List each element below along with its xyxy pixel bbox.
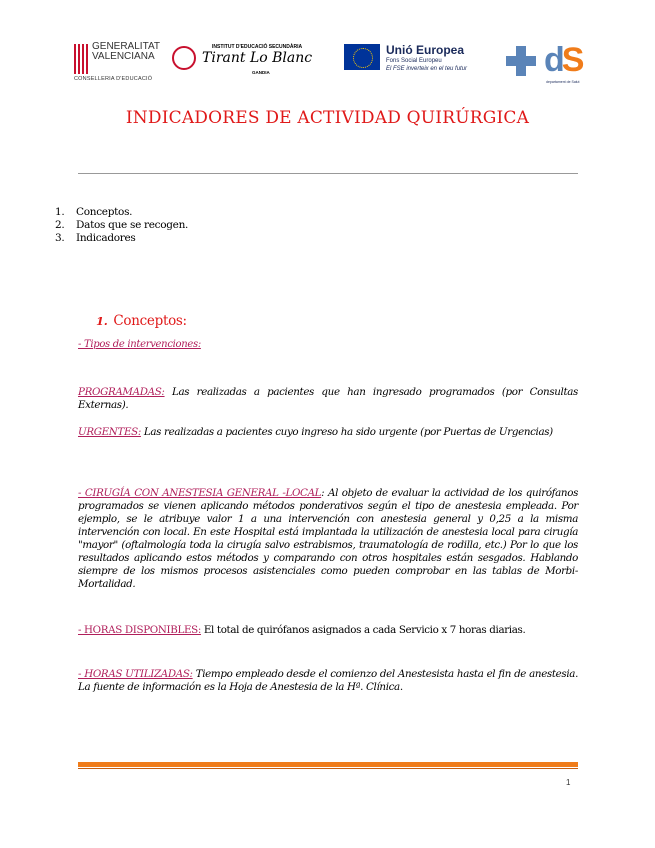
paragraph-horas-utilizadas: - HORAS UTILIZADAS: Tiempo empleado desde el comienzo del Anestesista hasta el fin de anestesia. La fuente de información es la Hoja de Anestesia de la Hª. Clínica. (78, 668, 578, 693)
document-title: INDICADORES DE ACTIVIDAD QUIRÚRGICA (125, 108, 530, 128)
ds-mark: dS (544, 41, 582, 79)
gv-line3: CONSELLERIA D'EDUCACIÓ (74, 76, 153, 82)
section-number: 1. (96, 314, 108, 328)
paragraph-horas-disponibles: - HORAS DISPONIBLES: El total de quirófanos asignados a cada Servicio x 7 horas diarias. (78, 624, 526, 636)
tb-line2: Tirant Lo Blanc (202, 50, 313, 66)
title-divider (78, 173, 578, 174)
table-of-contents (55, 206, 188, 245)
toc-item: 1. Conceptos. (55, 206, 133, 218)
tirant-emblem-icon (172, 46, 196, 70)
section-title: Conceptos: (113, 313, 187, 329)
gv-line1: GENERALITAT (92, 41, 160, 52)
footer-divider (78, 768, 578, 769)
header-logos (74, 40, 585, 88)
page-number: 1 (566, 778, 571, 787)
toc-item: 3. Indicadores (55, 232, 136, 244)
generalitat-emblem-icon (74, 44, 88, 74)
eu-flag-icon (344, 44, 380, 70)
tb-line1: INSTITUT D'EDUCACIÓ SECUNDÀRIA (212, 44, 303, 50)
tb-line3: GANDIA (252, 70, 270, 75)
toc-item: 2. Datos que se recogen. (55, 219, 189, 231)
paragraph-urgentes: URGENTES: Las realizadas a pacientes cuyo ingreso ha sido urgente (por Puertas de Urgencias) (78, 426, 553, 438)
gv-line2: VALENCIANA (92, 51, 155, 62)
paragraph-anestesia: - CIRUGÍA CON ANESTESIA GENERAL -LOCAL: Al objeto de evaluar la actividad de los quirófanos programados se vienen aplicando métodos ponderativos según el tipo de anestesia empleada. Por ejemplo, se le atribuye valor 1 a una intervención con anestesia general y 0,25 a la misma intervención con local. En este Hospital está implantada la utilización de anestesia local para cirugía "mayor" (oftalmología toda la cirugía salvo estrabismos, traumatología de rodilla, etc.) Por lo que los resultados aplicando estos métodos y comparando con otros hospitales están sesgados. Hablando siempre de los mismos procesos asistenciales como pueden comprobar en las tablas de Morbi-Mortalidad. (78, 487, 579, 590)
ds-caption: departament de Salut (546, 80, 580, 84)
paragraph-programadas: PROGRAMADAS: Las realizadas a pacientes que han ingresado programados (por Consultas Externas). (78, 386, 578, 411)
eu-line1: Unió Europea (386, 43, 465, 57)
health-cross-icon (506, 46, 536, 76)
eu-line3: El FSE inverteix en el teu futur (386, 66, 468, 72)
section-subtitle: - Tipos de intervenciones: (78, 339, 201, 350)
footer-accent-bar (78, 762, 578, 767)
section-heading (96, 313, 187, 329)
eu-line2: Fons Social Europeu (386, 58, 442, 64)
